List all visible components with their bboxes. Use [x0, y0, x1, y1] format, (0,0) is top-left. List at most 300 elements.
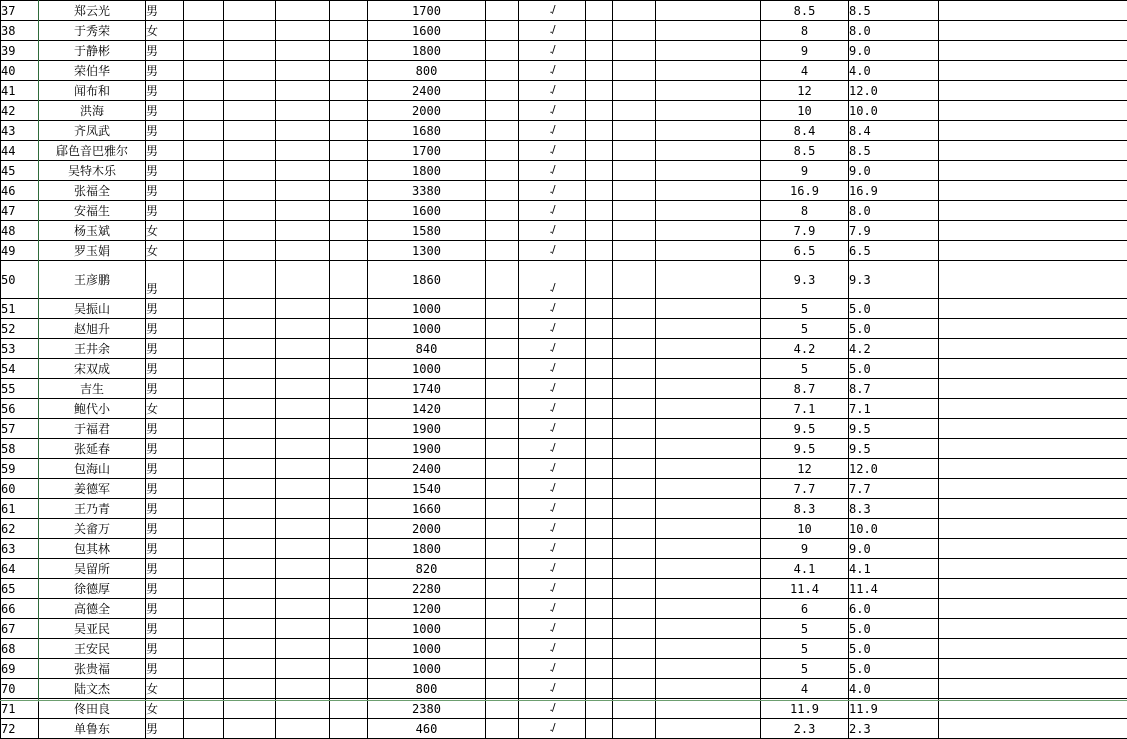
decimal-value-cell[interactable]: 8.5	[849, 1, 939, 21]
value-cell[interactable]: 4	[761, 679, 849, 699]
row-number-cell[interactable]: 64	[1, 559, 39, 579]
check-cell[interactable]	[519, 499, 586, 519]
empty-cell[interactable]	[276, 579, 330, 599]
empty-cell[interactable]	[586, 539, 613, 559]
empty-cell[interactable]	[586, 161, 613, 181]
empty-cell[interactable]	[330, 299, 368, 319]
empty-cell[interactable]	[184, 21, 224, 41]
row-number-cell[interactable]: 44	[1, 141, 39, 161]
amount-cell[interactable]: 1700	[368, 1, 486, 21]
empty-cell[interactable]	[486, 659, 519, 679]
empty-cell[interactable]	[330, 319, 368, 339]
empty-cell[interactable]	[613, 379, 656, 399]
empty-cell[interactable]	[613, 1, 656, 21]
empty-cell[interactable]	[656, 619, 761, 639]
check-cell[interactable]	[519, 81, 586, 101]
decimal-value-cell[interactable]: 16.9	[849, 181, 939, 201]
sex-cell[interactable]: 男	[146, 539, 184, 559]
empty-cell[interactable]	[224, 599, 276, 619]
empty-cell[interactable]	[330, 181, 368, 201]
empty-cell[interactable]	[224, 261, 276, 299]
name-cell[interactable]: 王乃青	[39, 499, 146, 519]
empty-cell[interactable]	[184, 141, 224, 161]
empty-cell[interactable]	[486, 339, 519, 359]
empty-cell[interactable]	[486, 121, 519, 141]
empty-cell[interactable]	[613, 61, 656, 81]
empty-cell[interactable]	[330, 379, 368, 399]
empty-cell[interactable]	[586, 639, 613, 659]
decimal-value-cell[interactable]: 9.0	[849, 539, 939, 559]
decimal-value-cell[interactable]: 5.0	[849, 639, 939, 659]
empty-cell[interactable]	[184, 659, 224, 679]
row-number-cell[interactable]: 71	[1, 699, 39, 719]
empty-cell[interactable]	[184, 579, 224, 599]
empty-cell[interactable]	[586, 61, 613, 81]
amount-cell[interactable]: 1800	[368, 539, 486, 559]
row-number-cell[interactable]: 37	[1, 1, 39, 21]
sex-cell[interactable]: 男	[146, 419, 184, 439]
empty-cell[interactable]	[330, 141, 368, 161]
name-cell[interactable]: 高德全	[39, 599, 146, 619]
amount-cell[interactable]: 1000	[368, 659, 486, 679]
empty-cell[interactable]	[486, 599, 519, 619]
empty-cell[interactable]	[613, 141, 656, 161]
name-cell[interactable]: 于秀荣	[39, 21, 146, 41]
empty-cell[interactable]	[586, 1, 613, 21]
empty-cell[interactable]	[656, 141, 761, 161]
empty-cell[interactable]	[330, 499, 368, 519]
empty-cell[interactable]	[656, 261, 761, 299]
empty-cell[interactable]	[939, 81, 1127, 101]
amount-cell[interactable]: 1000	[368, 619, 486, 639]
amount-cell[interactable]: 1000	[368, 319, 486, 339]
empty-cell[interactable]	[613, 519, 656, 539]
empty-cell[interactable]	[486, 161, 519, 181]
empty-cell[interactable]	[939, 619, 1127, 639]
empty-cell[interactable]	[656, 101, 761, 121]
empty-cell[interactable]	[486, 459, 519, 479]
empty-cell[interactable]	[224, 399, 276, 419]
empty-cell[interactable]	[486, 141, 519, 161]
empty-cell[interactable]	[330, 599, 368, 619]
empty-cell[interactable]	[184, 459, 224, 479]
sex-cell[interactable]: 男	[146, 141, 184, 161]
sex-cell[interactable]: 男	[146, 339, 184, 359]
check-cell[interactable]	[519, 339, 586, 359]
empty-cell[interactable]	[486, 221, 519, 241]
amount-cell[interactable]: 1600	[368, 21, 486, 41]
empty-cell[interactable]	[613, 419, 656, 439]
empty-cell[interactable]	[586, 241, 613, 261]
decimal-value-cell[interactable]: 6.5	[849, 241, 939, 261]
row-number-cell[interactable]: 67	[1, 619, 39, 639]
empty-cell[interactable]	[224, 539, 276, 559]
empty-cell[interactable]	[586, 659, 613, 679]
amount-cell[interactable]: 460	[368, 719, 486, 739]
empty-cell[interactable]	[184, 1, 224, 21]
empty-cell[interactable]	[486, 519, 519, 539]
empty-cell[interactable]	[613, 261, 656, 299]
check-cell[interactable]	[519, 619, 586, 639]
empty-cell[interactable]	[586, 439, 613, 459]
decimal-value-cell[interactable]: 5.0	[849, 319, 939, 339]
empty-cell[interactable]	[276, 299, 330, 319]
amount-cell[interactable]: 1540	[368, 479, 486, 499]
empty-cell[interactable]	[586, 299, 613, 319]
row-number-cell[interactable]: 50	[1, 261, 39, 299]
decimal-value-cell[interactable]: 9.0	[849, 161, 939, 181]
empty-cell[interactable]	[224, 479, 276, 499]
empty-cell[interactable]	[330, 61, 368, 81]
empty-cell[interactable]	[224, 319, 276, 339]
empty-cell[interactable]	[184, 719, 224, 739]
empty-cell[interactable]	[330, 359, 368, 379]
empty-cell[interactable]	[656, 499, 761, 519]
empty-cell[interactable]	[613, 319, 656, 339]
name-cell[interactable]: 王彦鹏	[39, 261, 146, 299]
sex-cell[interactable]: 男	[146, 359, 184, 379]
sex-cell[interactable]: 女	[146, 221, 184, 241]
empty-cell[interactable]	[330, 579, 368, 599]
value-cell[interactable]: 10	[761, 519, 849, 539]
check-cell[interactable]	[519, 299, 586, 319]
row-number-cell[interactable]: 72	[1, 719, 39, 739]
row-number-cell[interactable]: 47	[1, 201, 39, 221]
empty-cell[interactable]	[224, 439, 276, 459]
empty-cell[interactable]	[486, 1, 519, 21]
empty-cell[interactable]	[224, 519, 276, 539]
empty-cell[interactable]	[939, 61, 1127, 81]
empty-cell[interactable]	[586, 339, 613, 359]
decimal-value-cell[interactable]: 4.0	[849, 61, 939, 81]
empty-cell[interactable]	[656, 81, 761, 101]
value-cell[interactable]: 2.3	[761, 719, 849, 739]
amount-cell[interactable]: 2400	[368, 81, 486, 101]
empty-cell[interactable]	[939, 41, 1127, 61]
row-number-cell[interactable]: 42	[1, 101, 39, 121]
row-number-cell[interactable]: 48	[1, 221, 39, 241]
empty-cell[interactable]	[939, 599, 1127, 619]
empty-cell[interactable]	[276, 181, 330, 201]
empty-cell[interactable]	[656, 299, 761, 319]
empty-cell[interactable]	[586, 499, 613, 519]
row-number-cell[interactable]: 62	[1, 519, 39, 539]
decimal-value-cell[interactable]: 10.0	[849, 101, 939, 121]
row-number-cell[interactable]: 58	[1, 439, 39, 459]
empty-cell[interactable]	[184, 399, 224, 419]
row-number-cell[interactable]: 70	[1, 679, 39, 699]
check-cell[interactable]	[519, 579, 586, 599]
empty-cell[interactable]	[184, 499, 224, 519]
value-cell[interactable]: 11.9	[761, 699, 849, 719]
empty-cell[interactable]	[586, 479, 613, 499]
decimal-value-cell[interactable]: 8.0	[849, 201, 939, 221]
name-cell[interactable]: 吴振山	[39, 299, 146, 319]
empty-cell[interactable]	[276, 21, 330, 41]
empty-cell[interactable]	[486, 479, 519, 499]
empty-cell[interactable]	[939, 319, 1127, 339]
empty-cell[interactable]	[586, 21, 613, 41]
empty-cell[interactable]	[586, 719, 613, 739]
empty-cell[interactable]	[939, 201, 1127, 221]
empty-cell[interactable]	[184, 639, 224, 659]
empty-cell[interactable]	[486, 181, 519, 201]
empty-cell[interactable]	[330, 439, 368, 459]
empty-cell[interactable]	[224, 121, 276, 141]
sex-cell[interactable]: 女	[146, 399, 184, 419]
check-cell[interactable]	[519, 241, 586, 261]
empty-cell[interactable]	[486, 419, 519, 439]
sex-cell[interactable]: 男	[146, 379, 184, 399]
empty-cell[interactable]	[656, 121, 761, 141]
name-cell[interactable]: 吴特木乐	[39, 161, 146, 181]
check-cell[interactable]	[519, 141, 586, 161]
amount-cell[interactable]: 820	[368, 559, 486, 579]
check-cell[interactable]	[519, 519, 586, 539]
empty-cell[interactable]	[486, 261, 519, 299]
empty-cell[interactable]	[276, 499, 330, 519]
amount-cell[interactable]: 1420	[368, 399, 486, 419]
empty-cell[interactable]	[613, 201, 656, 221]
empty-cell[interactable]	[330, 639, 368, 659]
empty-cell[interactable]	[586, 399, 613, 419]
sex-cell[interactable]: 男	[146, 719, 184, 739]
empty-cell[interactable]	[330, 1, 368, 21]
empty-cell[interactable]	[224, 379, 276, 399]
empty-cell[interactable]	[656, 41, 761, 61]
empty-cell[interactable]	[184, 261, 224, 299]
value-cell[interactable]: 5	[761, 359, 849, 379]
empty-cell[interactable]	[656, 379, 761, 399]
decimal-value-cell[interactable]: 10.0	[849, 519, 939, 539]
empty-cell[interactable]	[939, 719, 1127, 739]
empty-cell[interactable]	[224, 579, 276, 599]
value-cell[interactable]: 9.5	[761, 439, 849, 459]
empty-cell[interactable]	[486, 41, 519, 61]
empty-cell[interactable]	[613, 579, 656, 599]
sex-cell[interactable]: 男	[146, 619, 184, 639]
name-cell[interactable]: 罗玉娟	[39, 241, 146, 261]
row-number-cell[interactable]: 53	[1, 339, 39, 359]
empty-cell[interactable]	[586, 201, 613, 221]
decimal-value-cell[interactable]: 12.0	[849, 81, 939, 101]
name-cell[interactable]: 于静彬	[39, 41, 146, 61]
empty-cell[interactable]	[656, 679, 761, 699]
empty-cell[interactable]	[939, 479, 1127, 499]
empty-cell[interactable]	[330, 21, 368, 41]
empty-cell[interactable]	[224, 659, 276, 679]
check-cell[interactable]	[519, 659, 586, 679]
value-cell[interactable]: 4	[761, 61, 849, 81]
amount-cell[interactable]: 1000	[368, 299, 486, 319]
empty-cell[interactable]	[613, 479, 656, 499]
decimal-value-cell[interactable]: 6.0	[849, 599, 939, 619]
empty-cell[interactable]	[613, 359, 656, 379]
empty-cell[interactable]	[939, 161, 1127, 181]
decimal-value-cell[interactable]: 5.0	[849, 659, 939, 679]
empty-cell[interactable]	[613, 81, 656, 101]
name-cell[interactable]: 包海山	[39, 459, 146, 479]
sex-cell[interactable]: 男	[146, 299, 184, 319]
empty-cell[interactable]	[276, 619, 330, 639]
empty-cell[interactable]	[939, 241, 1127, 261]
amount-cell[interactable]: 1680	[368, 121, 486, 141]
empty-cell[interactable]	[224, 299, 276, 319]
sex-cell[interactable]: 男	[146, 261, 184, 299]
empty-cell[interactable]	[656, 161, 761, 181]
empty-cell[interactable]	[939, 101, 1127, 121]
empty-cell[interactable]	[330, 81, 368, 101]
empty-cell[interactable]	[939, 539, 1127, 559]
empty-cell[interactable]	[184, 41, 224, 61]
empty-cell[interactable]	[276, 141, 330, 161]
empty-cell[interactable]	[939, 439, 1127, 459]
empty-cell[interactable]	[276, 559, 330, 579]
empty-cell[interactable]	[486, 379, 519, 399]
empty-cell[interactable]	[276, 339, 330, 359]
empty-cell[interactable]	[276, 261, 330, 299]
empty-cell[interactable]	[224, 459, 276, 479]
empty-cell[interactable]	[656, 559, 761, 579]
empty-cell[interactable]	[486, 639, 519, 659]
empty-cell[interactable]	[184, 221, 224, 241]
empty-cell[interactable]	[613, 339, 656, 359]
empty-cell[interactable]	[276, 221, 330, 241]
sex-cell[interactable]: 女	[146, 21, 184, 41]
amount-cell[interactable]: 1900	[368, 439, 486, 459]
decimal-value-cell[interactable]: 7.7	[849, 479, 939, 499]
decimal-value-cell[interactable]: 8.3	[849, 499, 939, 519]
empty-cell[interactable]	[276, 241, 330, 261]
empty-cell[interactable]	[656, 639, 761, 659]
empty-cell[interactable]	[330, 679, 368, 699]
empty-cell[interactable]	[486, 101, 519, 121]
row-number-cell[interactable]: 66	[1, 599, 39, 619]
row-number-cell[interactable]: 54	[1, 359, 39, 379]
empty-cell[interactable]	[613, 499, 656, 519]
empty-cell[interactable]	[586, 319, 613, 339]
empty-cell[interactable]	[330, 519, 368, 539]
empty-cell[interactable]	[184, 121, 224, 141]
empty-cell[interactable]	[656, 201, 761, 221]
empty-cell[interactable]	[939, 419, 1127, 439]
empty-cell[interactable]	[486, 399, 519, 419]
row-number-cell[interactable]: 56	[1, 399, 39, 419]
check-cell[interactable]	[519, 439, 586, 459]
sex-cell[interactable]: 男	[146, 559, 184, 579]
row-number-cell[interactable]: 45	[1, 161, 39, 181]
name-cell[interactable]: 赵旭升	[39, 319, 146, 339]
row-number-cell[interactable]: 63	[1, 539, 39, 559]
empty-cell[interactable]	[486, 359, 519, 379]
empty-cell[interactable]	[224, 161, 276, 181]
empty-cell[interactable]	[939, 379, 1127, 399]
empty-cell[interactable]	[276, 121, 330, 141]
check-cell[interactable]	[519, 459, 586, 479]
empty-cell[interactable]	[939, 299, 1127, 319]
value-cell[interactable]: 9	[761, 161, 849, 181]
sex-cell[interactable]: 男	[146, 201, 184, 221]
value-cell[interactable]: 4.1	[761, 559, 849, 579]
decimal-value-cell[interactable]: 9.3	[849, 261, 939, 299]
check-cell[interactable]	[519, 359, 586, 379]
empty-cell[interactable]	[276, 519, 330, 539]
empty-cell[interactable]	[330, 161, 368, 181]
amount-cell[interactable]: 2000	[368, 519, 486, 539]
empty-cell[interactable]	[586, 101, 613, 121]
empty-cell[interactable]	[184, 439, 224, 459]
empty-cell[interactable]	[184, 181, 224, 201]
empty-cell[interactable]	[613, 639, 656, 659]
empty-cell[interactable]	[276, 659, 330, 679]
empty-cell[interactable]	[939, 559, 1127, 579]
empty-cell[interactable]	[613, 459, 656, 479]
check-cell[interactable]	[519, 399, 586, 419]
empty-cell[interactable]	[224, 559, 276, 579]
empty-cell[interactable]	[330, 459, 368, 479]
empty-cell[interactable]	[330, 479, 368, 499]
name-cell[interactable]: 郑云光	[39, 1, 146, 21]
empty-cell[interactable]	[586, 379, 613, 399]
empty-cell[interactable]	[224, 679, 276, 699]
value-cell[interactable]: 8.4	[761, 121, 849, 141]
amount-cell[interactable]: 3380	[368, 181, 486, 201]
name-cell[interactable]: 包其林	[39, 539, 146, 559]
value-cell[interactable]: 8.3	[761, 499, 849, 519]
row-number-cell[interactable]: 65	[1, 579, 39, 599]
empty-cell[interactable]	[486, 619, 519, 639]
name-cell[interactable]: 吴留所	[39, 559, 146, 579]
amount-cell[interactable]: 800	[368, 61, 486, 81]
empty-cell[interactable]	[613, 599, 656, 619]
empty-cell[interactable]	[224, 241, 276, 261]
empty-cell[interactable]	[486, 201, 519, 221]
empty-cell[interactable]	[656, 359, 761, 379]
sex-cell[interactable]: 男	[146, 121, 184, 141]
empty-cell[interactable]	[656, 319, 761, 339]
empty-cell[interactable]	[656, 1, 761, 21]
empty-cell[interactable]	[613, 559, 656, 579]
empty-cell[interactable]	[184, 161, 224, 181]
value-cell[interactable]: 16.9	[761, 181, 849, 201]
decimal-value-cell[interactable]: 4.0	[849, 679, 939, 699]
empty-cell[interactable]	[330, 559, 368, 579]
amount-cell[interactable]: 2000	[368, 101, 486, 121]
sex-cell[interactable]: 男	[146, 459, 184, 479]
empty-cell[interactable]	[613, 539, 656, 559]
empty-cell[interactable]	[486, 319, 519, 339]
empty-cell[interactable]	[656, 539, 761, 559]
amount-cell[interactable]: 1000	[368, 639, 486, 659]
empty-cell[interactable]	[276, 101, 330, 121]
check-cell[interactable]	[519, 679, 586, 699]
empty-cell[interactable]	[939, 121, 1127, 141]
value-cell[interactable]: 8.7	[761, 379, 849, 399]
row-number-cell[interactable]: 46	[1, 181, 39, 201]
empty-cell[interactable]	[613, 161, 656, 181]
sex-cell[interactable]: 男	[146, 579, 184, 599]
decimal-value-cell[interactable]: 8.5	[849, 141, 939, 161]
empty-cell[interactable]	[486, 679, 519, 699]
check-cell[interactable]	[519, 1, 586, 21]
amount-cell[interactable]: 1200	[368, 599, 486, 619]
row-number-cell[interactable]: 55	[1, 379, 39, 399]
check-cell[interactable]	[519, 121, 586, 141]
value-cell[interactable]: 9.3	[761, 261, 849, 299]
empty-cell[interactable]	[486, 21, 519, 41]
empty-cell[interactable]	[224, 339, 276, 359]
empty-cell[interactable]	[939, 519, 1127, 539]
